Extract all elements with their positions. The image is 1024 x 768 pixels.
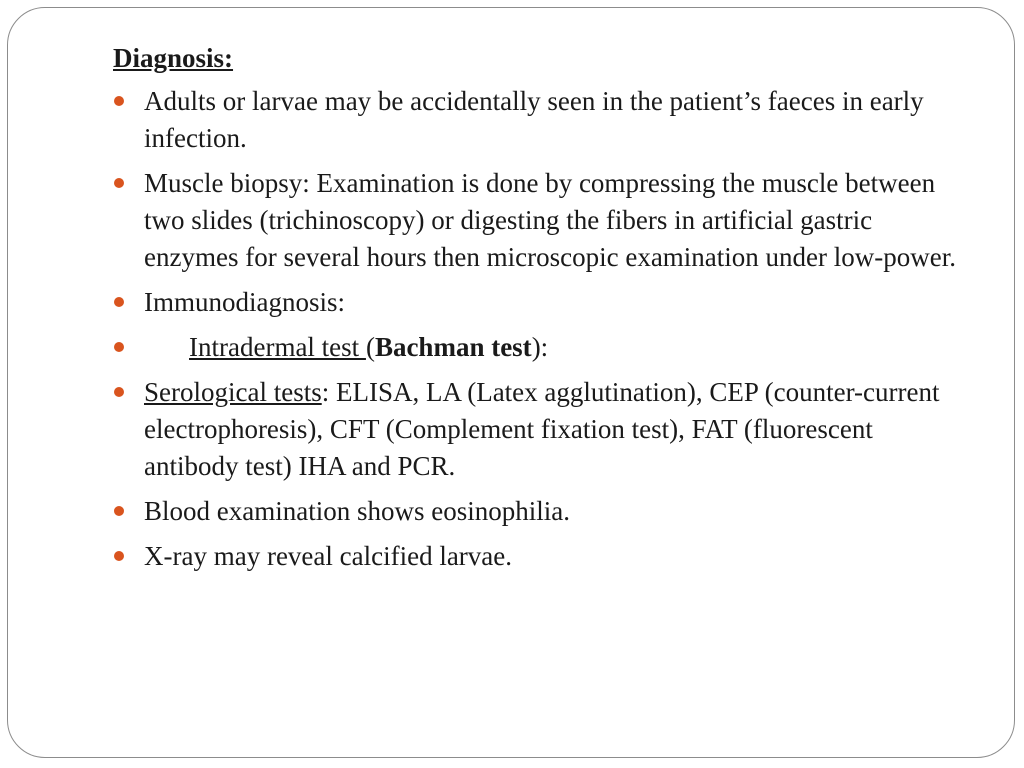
list-item [113, 83, 973, 157]
serological-tests-text: : ELISA, LA (Latex agglutination), CEP (counter-current electrophoresis), CFT (Complement fixation test), FAT (fluorescent antibody test) IHA and PCR. [144, 377, 940, 481]
bullet-text: Adults or larvae may be accidentally seen in the patient’s faeces in early infection. [144, 86, 924, 153]
slide-content [113, 40, 973, 583]
bullet-text: X-ray may reveal calcified larvae. [144, 541, 513, 571]
bullet-icon [114, 342, 124, 352]
bullet-icon [114, 506, 124, 516]
intradermal-test-label: Intradermal test [189, 332, 366, 362]
bullet-icon [114, 96, 124, 106]
bullet-text: Muscle biopsy: Examination is done by compressing the muscle between two slides (trichinoscopy) or digesting the fibers in artificial gastric enzymes for several hours then microscopic examination under low-power. [144, 168, 956, 272]
bullet-icon [114, 387, 124, 397]
list-item [113, 538, 973, 575]
slide-heading: Diagnosis: [113, 43, 234, 73]
list-item [113, 374, 973, 485]
bullet-text: Immunodiagnosis: [144, 287, 345, 317]
close-paren: ): [531, 332, 549, 362]
list-item [113, 284, 973, 321]
bachman-test-label: Bachman test [374, 332, 532, 362]
serological-tests-label: Serological tests [144, 377, 322, 407]
bullet-icon [114, 178, 124, 188]
bullet-icon [114, 297, 124, 307]
list-item [113, 493, 973, 530]
list-item [113, 329, 973, 366]
bullet-list [113, 83, 973, 575]
open-paren: ( [365, 332, 375, 362]
bullet-icon [114, 551, 124, 561]
bullet-text: Blood examination shows eosinophilia. [144, 496, 570, 526]
list-item [113, 165, 973, 276]
